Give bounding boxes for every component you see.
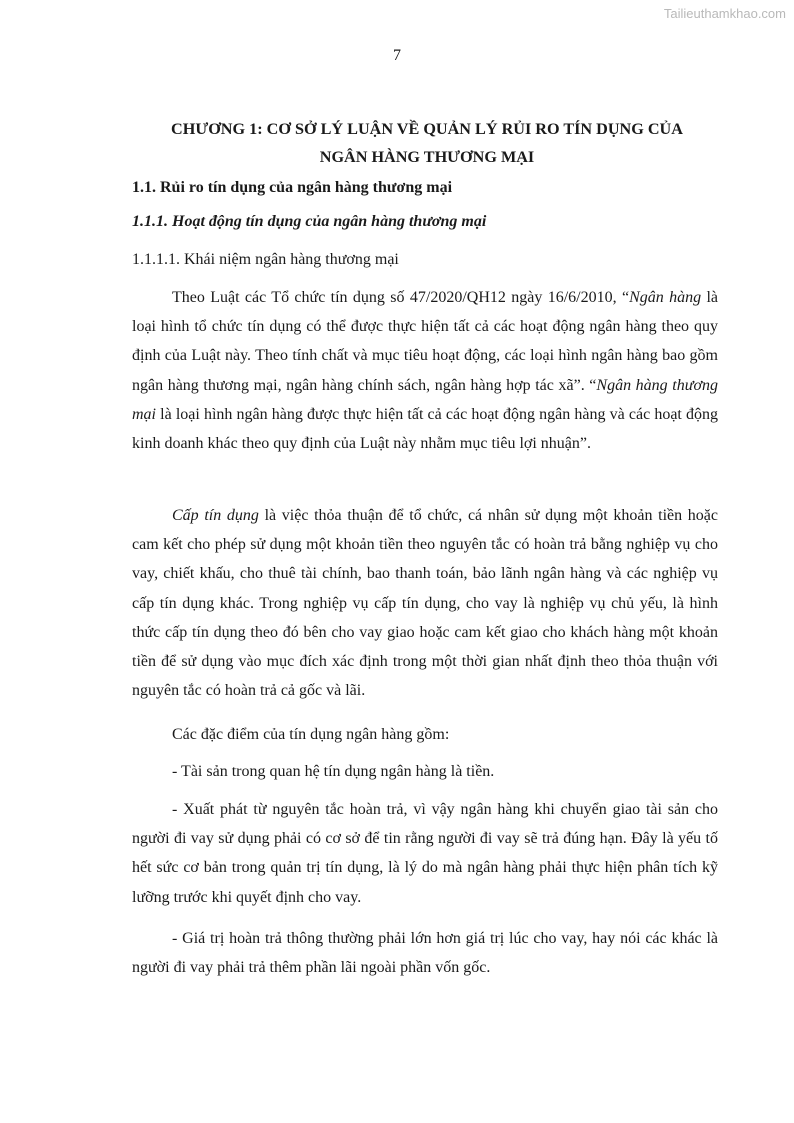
- term-ngan-hang-thuong-mai: Ngân hàng thương mại: [132, 376, 718, 423]
- section-heading-1-1-1: 1.1.1. Hoạt động tín dụng của ngân hàng thương mại: [132, 213, 487, 230]
- paragraph-text: là loại hình ngân hàng được thực hiện tất cả các hoạt động ngân hàng và các hoạt động kinh doanh khác theo quy định của Luật này nhằm mục tiêu lợi nhuận”.: [132, 405, 718, 453]
- paragraph-text: là loại hình tổ chức tín dụng có thể được thực hiện tất cả các hoạt động ngân hàng theo quy định của Luật này. Theo tính chất và mục tiêu hoạt động, các loại hình ngân hàng bao gồm ngân hàng thương mại, ngân hàng chính sách, ngân hàng hợp tác xã”. “: [132, 289, 719, 394]
- page-number: 7: [393, 47, 401, 64]
- paragraph-characteristic-2: - Xuất phát từ nguyên tắc hoàn trả, vì vậy ngân hàng khi chuyển giao tài sản cho người đi vay sử dụng phải có cơ sở để tin rằng người đi vay sẽ trả đúng hạn. Đây là yếu tố hết sức cơ bản trong quản trị tín dụng, là lý do mà ngân hàng phải thực hiện phân tích kỹ lưỡng trước khi quyết định cho vay.: [132, 801, 718, 906]
- section-heading-1-1-1-1: 1.1.1.1. Khái niệm ngân hàng thương mại: [132, 251, 399, 268]
- chapter-title-line-2: NGÂN HÀNG THƯƠNG MẠI: [319, 148, 535, 166]
- section-heading-1-1: 1.1. Rủi ro tín dụng của ngân hàng thương mại: [132, 179, 453, 196]
- paragraph-characteristic-1: - Tài sản trong quan hệ tín dụng ngân hàng là tiền.: [172, 763, 495, 780]
- term-ngan-hang: Ngân hàng: [629, 289, 702, 306]
- watermark: Tailieuthamkhao.com: [663, 6, 786, 21]
- chapter-title: [140, 115, 714, 171]
- paragraph-characteristics-intro: Các đặc điểm của tín dụng ngân hàng gồm:: [172, 726, 450, 743]
- paragraph-credit-definition: [132, 501, 718, 705]
- term-cap-tin-dung: Cấp tín dụng: [172, 507, 259, 524]
- paragraph-text: là việc thỏa thuận để tổ chức, cá nhân sử dụng một khoản tiền hoặc cam kết cho phép sử dụng một khoản tiền theo nguyên tắc có hoàn trả bằng nghiệp vụ cho vay, chiết khấu, cho thuê tài chính, bao thanh toán, bảo lãnh ngân hàng và các nghiệp vụ cấp tín dụng khác. Trong nghiệp vụ cấp tín dụng, cho vay là nghiệp vụ chủ yếu, là hình thức cấp tín dụng theo đó bên cho vay giao hoặc cam kết giao cho khách hàng một khoản tiền để sử dụng vào mục đích xác định trong một thời gian nhất định theo thỏa thuận với nguyên tắc có hoàn trả cả gốc và lãi.: [132, 507, 719, 700]
- paragraph-characteristic-3: - Giá trị hoàn trả thông thường phải lớn hơn giá trị lúc cho vay, hay nói các khác là người đi vay phải trả thêm phần lãi ngoài phần vốn gốc.: [132, 930, 718, 977]
- paragraph-bank-definition: [132, 283, 718, 458]
- chapter-title-line-1: CHƯƠNG 1: CƠ SỞ LÝ LUẬN VỀ QUẢN LÝ RỦI RO TÍN DỤNG CỦA: [171, 120, 683, 138]
- paragraph-text: Theo Luật các Tổ chức tín dụng số 47/2020/QH12 ngày 16/6/2010, “: [172, 289, 630, 306]
